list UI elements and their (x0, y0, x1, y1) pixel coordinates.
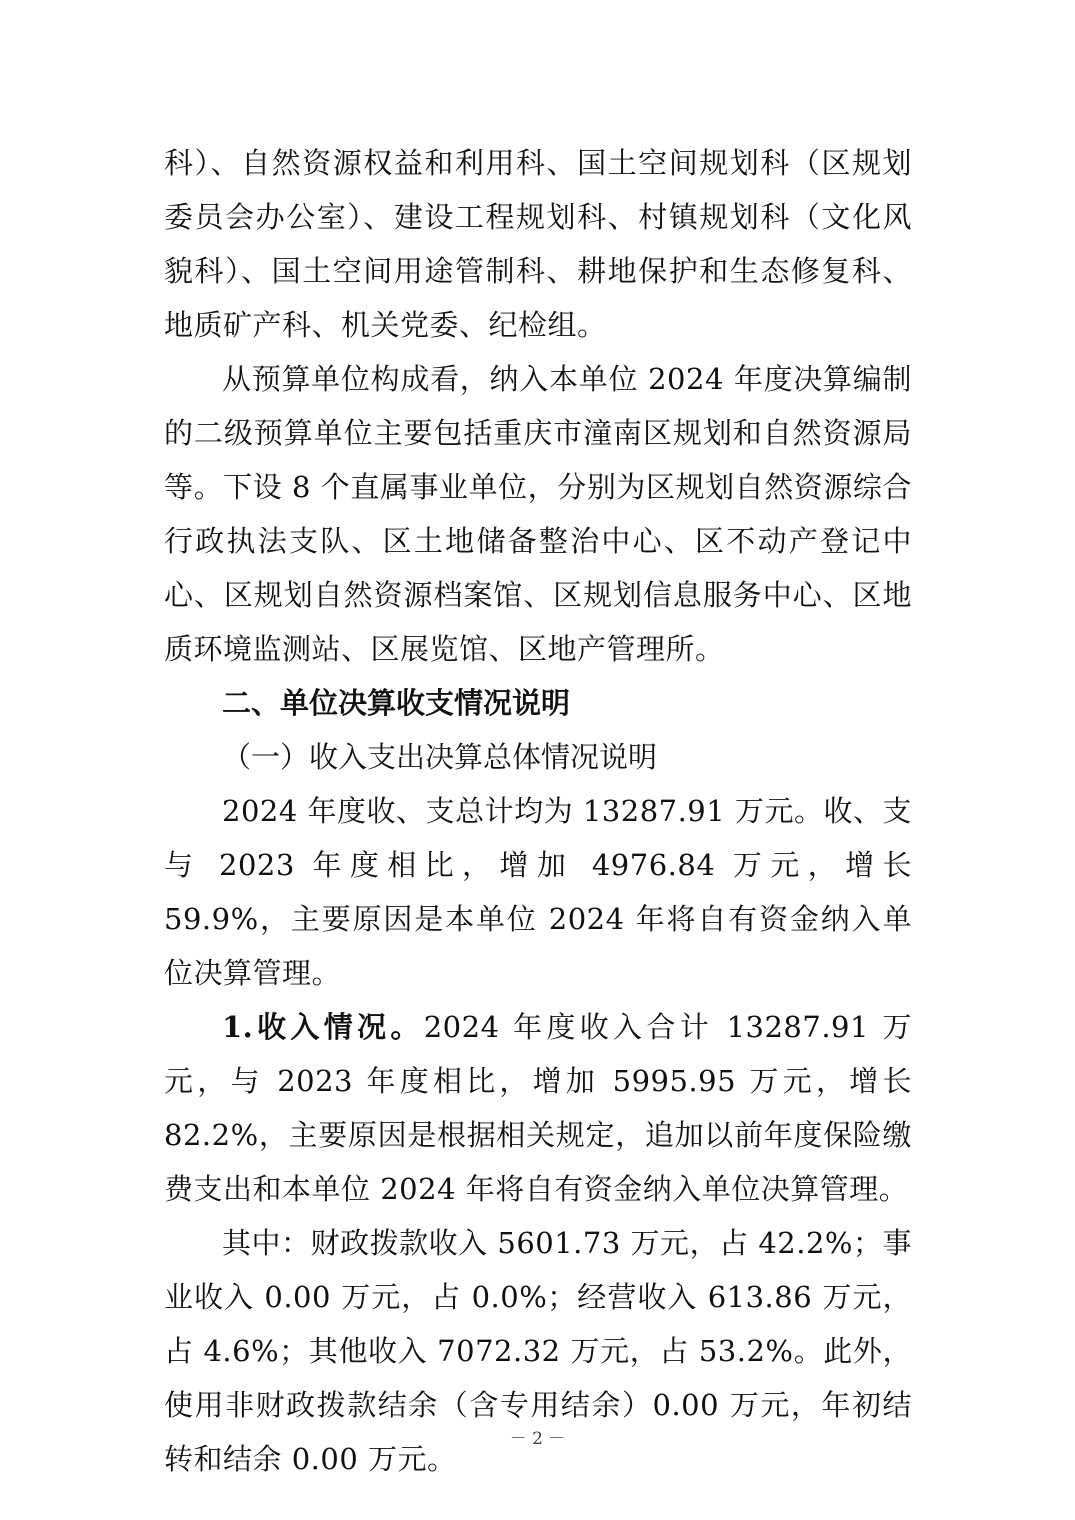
subsection-heading: （一）收入支出决算总体情况说明 (222, 740, 658, 774)
page-number: － 2 － (509, 1429, 566, 1449)
income-text: 2024 年度收入合计 13287.91 万元，与 2023 年度相比，增加 5995.95 万元，增长 82.2%，主要原因是根据相关规定，追加以前年度保险缴费支出和本单位 2024 年将自有资金纳入单位决算管理。 (164, 1010, 912, 1206)
income-lead-label: 1.收入情况。 (222, 1010, 424, 1044)
paragraph-budget-units: 从预算单位构成看，纳入本单位 2024 年度决算编制的二级预算单位主要包括重庆市潼南区规划和自然资源局等。下设 8 个直属事业单位，分别为区规划自然资源综合行政执法支队、区土地储备整治中心、区不动产登记中心、区规划自然资源档案馆、区规划信息服务中心、区地质环境监测站、区展览馆、区地产管理所。 (164, 362, 912, 666)
paragraph-income-breakdown: 其中：财政拨款收入 5601.73 万元，占 42.2%；事业收入 0.00 万元，占 0.0%；经营收入 613.86 万元，占 4.6%；其他收入 7072.32 万元，占 53.2%。此外，使用非财政拨款结余（含专用结余）0.00 万元，年初结转和结余 0.00 万元。 (164, 1226, 912, 1476)
paragraph-departments: 科）、自然资源权益和利用科、国土空间规划科（区规划委员会办公室）、建设工程规划科、村镇规划科（文化风貌科）、国土空间用途管制科、耕地保护和生态修复科、地质矿产科、机关党委、纪检组。 (164, 146, 912, 342)
document-body (164, 136, 912, 1486)
section-heading: 二、单位决算收支情况说明 (222, 686, 571, 720)
paragraph-income (164, 1000, 912, 1216)
paragraph-total-overview: 2024 年度收、支总计均为 13287.91 万元。收、支与 2023 年度相比，增加 4976.84 万元，增长 59.9%，主要原因是本单位 2024 年将自有资金纳入单位决算管理。 (164, 794, 912, 990)
